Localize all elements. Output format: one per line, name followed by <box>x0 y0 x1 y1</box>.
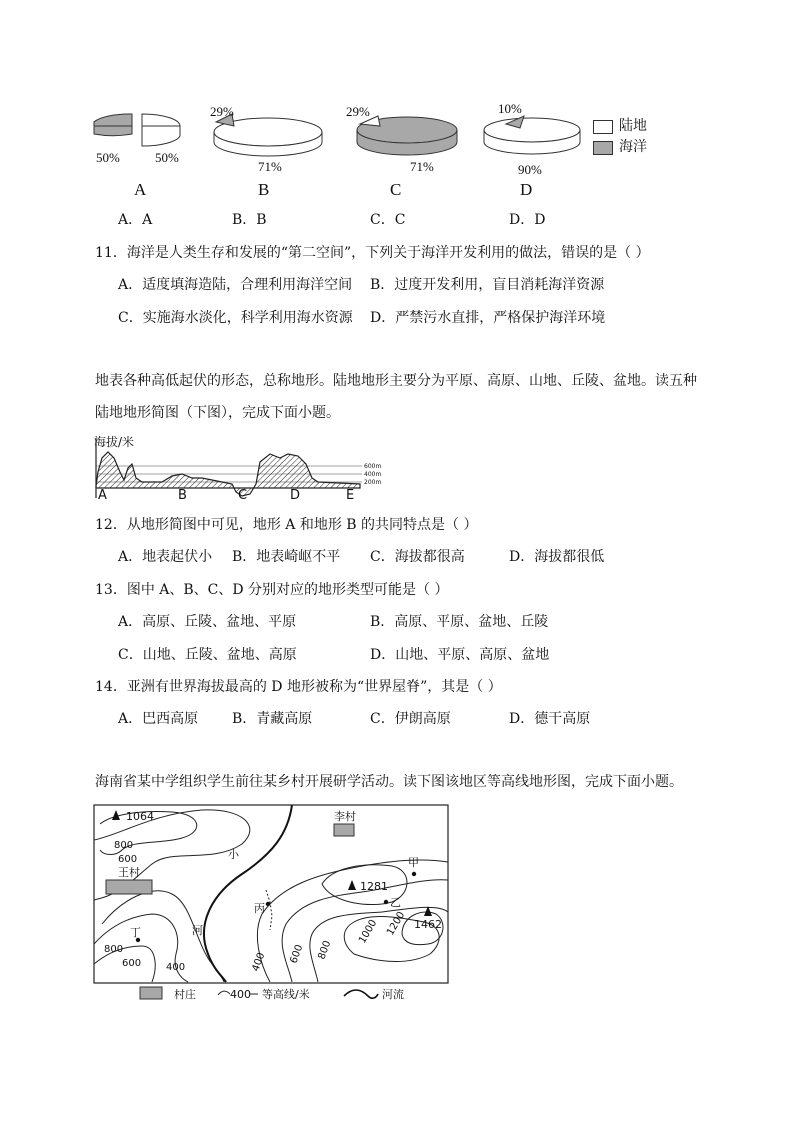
pie-a-land-side <box>142 126 180 146</box>
q11-option-d[interactable]: D．严禁污水直排，严格保护海洋环境 <box>370 310 606 326</box>
river-char-he: 河 <box>192 924 203 937</box>
q14-stem: 14．亚洲有世界海拔最高的 D 地形被称为“世界屋脊”，其是（ ） <box>95 679 502 695</box>
point-ding-label: 丁 <box>130 926 141 939</box>
q10-option-a[interactable]: A．A <box>118 212 153 228</box>
q12-stem: 12．从地形简图中可见，地形 A 和地形 B 的共同特点是（ ） <box>95 517 478 533</box>
contour-label-600-sw: 600 <box>122 958 142 969</box>
pie-b-land-pct: 71% <box>258 159 282 174</box>
profile-level-label-200: 200m <box>364 479 382 486</box>
village-wangcun-label: 王村 <box>118 866 140 879</box>
q12-option-b[interactable]: B．地表崎岖不平 <box>232 549 341 565</box>
pie-a-land-pct: 50% <box>155 150 179 165</box>
profile-ylabel: 海拔/米 <box>94 435 135 449</box>
contour-label-800-nw: 800 <box>114 840 134 851</box>
point-bing-label: 丙 <box>254 902 265 915</box>
q14-option-c[interactable]: C．伊朗高原 <box>370 711 451 727</box>
map-legend-contour-line <box>218 991 230 995</box>
point-yi-label: 乙 <box>390 896 401 909</box>
q13-option-b[interactable]: B．高原、平原、盆地、丘陵 <box>370 614 549 630</box>
q11-stem: 11．海洋是人类生存和发展的“第二空间”，下列关于海洋开发利用的做法，错误的是（ ） <box>95 245 650 261</box>
profile-letter-d: D <box>290 488 301 503</box>
profile-letter-b: B <box>178 488 187 503</box>
q13-option-d[interactable]: D．山地、平原、高原、盆地 <box>370 647 550 663</box>
village-wangcun-symbol <box>106 880 152 894</box>
pie-c-land-pct: 71% <box>410 159 434 174</box>
pie-a-letter: A <box>134 180 147 199</box>
pie-c-ocean-pct: 29% <box>346 104 370 119</box>
profile-letter-e: E <box>346 488 355 503</box>
river-char-xiao: 小 <box>228 848 239 861</box>
map-legend-river-label: 河流 <box>382 988 404 1001</box>
legend-land-swatch <box>593 120 613 134</box>
pie-a-ocean-pct: 50% <box>96 150 120 165</box>
intro1-line1: 地表各种高低起伏的形态，总称地形。陆地地形主要分为平原、高原、山地、丘陵、盆地。读五种 <box>95 373 697 389</box>
map-legend-river-line <box>344 990 378 998</box>
pie-a-ocean-top <box>94 114 132 126</box>
map-legend-contour-label: 等高线/米 <box>262 988 310 1001</box>
pie-a-land-top <box>142 114 180 126</box>
q10-option-b[interactable]: B．B <box>232 212 267 228</box>
contour-label-400-sw: 400 <box>166 962 186 973</box>
pie-c-letter: C <box>390 180 402 199</box>
legend-ocean-label: 海洋 <box>619 139 647 155</box>
q10-option-d[interactable]: D．D <box>509 212 546 228</box>
map-legend-contour-sample: 400 <box>230 988 251 1001</box>
q11-option-a[interactable]: A．适度填海造陆，合理利用海洋空间 <box>118 277 353 293</box>
contour-label-1200-e: 1200 <box>385 909 408 938</box>
legend-land-label: 陆地 <box>619 118 647 134</box>
peak-1462-label: 1462 <box>414 918 442 931</box>
point-jia-label: 甲 <box>408 856 419 869</box>
pie-d-land-pct: 90% <box>518 162 542 177</box>
point-bing-dot <box>266 902 270 906</box>
map-legend-village-label: 村庄 <box>174 988 196 1001</box>
village-licun-symbol <box>334 824 354 836</box>
contour-label-800-sw: 800 <box>104 944 124 955</box>
profile-level-label-600: 600m <box>364 463 382 470</box>
q12-option-d[interactable]: D．海拔都很低 <box>509 549 605 565</box>
contour-label-600-nw: 600 <box>118 854 138 865</box>
village-licun-label: 李村 <box>334 810 356 823</box>
map-legend-village-swatch <box>140 987 162 999</box>
q14-option-a[interactable]: A．巴西高原 <box>118 711 199 727</box>
q14-option-b[interactable]: B．青藏高原 <box>232 711 313 727</box>
pie-d-ocean-pct: 10% <box>498 101 522 116</box>
contour-label-400-e: 400 <box>250 951 268 974</box>
peak-1281-label: 1281 <box>360 880 388 893</box>
q11-option-c[interactable]: C．实施海水淡化，科学利用海水资源 <box>118 310 353 326</box>
q11-option-b[interactable]: B．过度开发利用，盲目消耗海洋资源 <box>370 277 605 293</box>
contour-map <box>92 804 452 1004</box>
intro2-line1: 海南省某中学组织学生前往某乡村开展研学活动。读下图该地区等高线地形图，完成下面小题。 <box>95 774 683 790</box>
q10-option-c[interactable]: C．C <box>370 212 406 228</box>
terrain-profile <box>92 432 392 504</box>
pie-b-letter: B <box>258 180 270 199</box>
peak-1064-label: 1064 <box>126 810 154 823</box>
pie-d-letter: D <box>520 180 533 199</box>
point-jia-dot <box>412 872 416 876</box>
contour-label-1000-e: 1000 <box>357 917 380 946</box>
q13-option-a[interactable]: A．高原、丘陵、盆地、平原 <box>118 614 297 630</box>
profile-level-label-400: 400m <box>364 471 382 478</box>
intro1-line2: 陆地地形简图（下图），完成下面小题。 <box>95 405 340 421</box>
pie-d <box>480 112 590 162</box>
contour-label-800-e: 800 <box>316 939 334 962</box>
contour-label-600-e: 600 <box>288 943 306 966</box>
pie-b-ocean-pct: 29% <box>210 104 234 119</box>
profile-letter-a: A <box>98 488 107 503</box>
legend-ocean-swatch <box>593 141 613 155</box>
q12-option-c[interactable]: C．海拔都很高 <box>370 549 465 565</box>
profile-letter-c: C <box>238 488 248 503</box>
point-yi-dot <box>384 900 388 904</box>
q14-option-d[interactable]: D．德干高原 <box>509 711 591 727</box>
q12-option-a[interactable]: A．地表起伏小 <box>118 549 213 565</box>
q13-stem: 13．图中 A、B、C、D 分别对应的地形类型可能是（ ） <box>95 582 449 598</box>
q13-option-c[interactable]: C．山地、丘陵、盆地、高原 <box>118 647 297 663</box>
